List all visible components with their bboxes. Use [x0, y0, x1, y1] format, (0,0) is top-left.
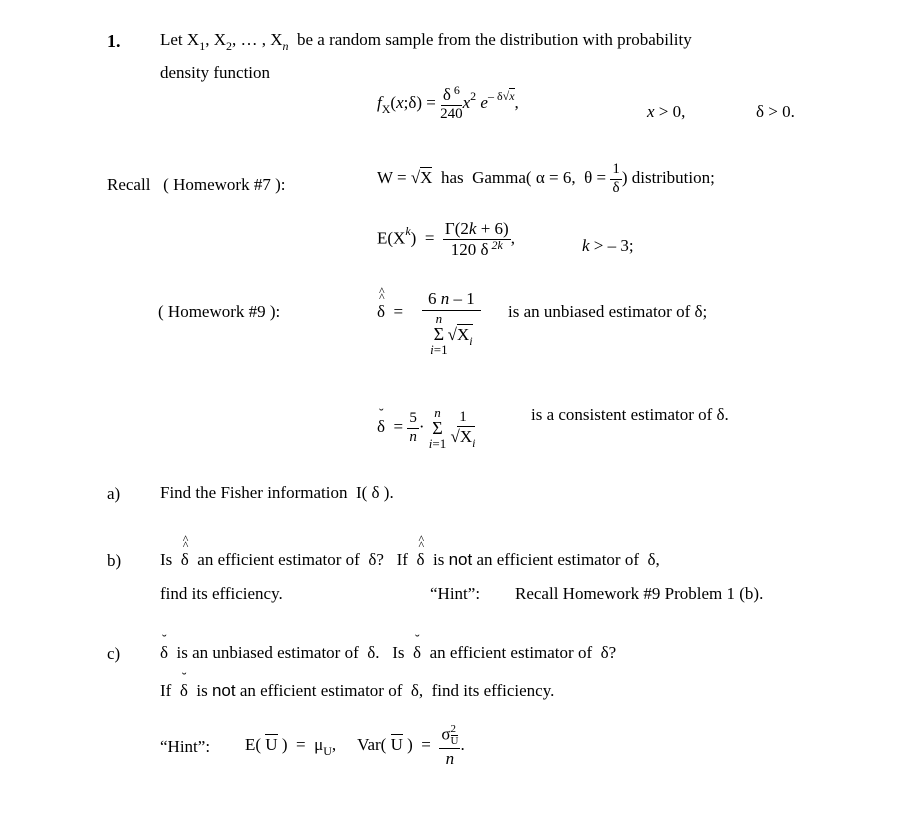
problem-number: 1.: [107, 31, 121, 51]
moment-formula: $E(X^k)$ = $\frac{\Gamma(2k + 6)}{120 \delta ^{2k}}$ ,: [377, 219, 515, 259]
part-b-label: b): [107, 551, 122, 570]
part-a-text: Find the Fisher information I( δ ).: [160, 483, 394, 502]
part-c-label: c): [107, 644, 121, 663]
unbiased-statement: is an unbiased estimator of δ;: [508, 302, 708, 321]
part-c-line-1: ˘ δ is an unbiased estimator of δ. Is ˘ δ an efficient estimator of δ?: [160, 644, 616, 661]
part-c-hint-label: “Hint”:: [160, 737, 211, 756]
consistent-statement: is a consistent estimator of δ.: [531, 405, 729, 424]
part-b-line-1: Is ^ δ ^ an efficient estimator of δ? If ^ δ ^ is not an efficient estimator of δ,: [160, 551, 660, 568]
part-b-hint-text: Recall Homework #9 Problem 1 (b).: [515, 584, 764, 603]
part-b-line-2: find its efficiency.: [160, 584, 283, 603]
pdf-domain-x: x > 0,: [647, 102, 686, 121]
delta-double-hat-symbol: ^ δ ^ =: [377, 303, 403, 320]
pdf-formula: $f_X(x;\delta)$ = $\frac{\delta ^6}{240}$ $x^2$ $e^{- \delta√x}$,: [377, 83, 519, 122]
intro-line-2: density function: [160, 63, 271, 82]
part-c-hint-formula: E( U ) = $\mu_U$, Var( U ) = σ $\frac{2}{U}$ n .: [245, 723, 465, 768]
delta-breve-formula: ˘ δ = $\frac{5}{n}$ · n Σ i=1 $\frac{1}{√X_i}$: [377, 406, 475, 450]
gamma-distribution-statement: W = √X has Gamma( α = 6, θ = $\frac{1}{\delta}$ ) distribution;: [377, 161, 715, 196]
part-c-line-2: If ˘ δ is not an efficient estimator of δ, find its efficiency.: [160, 682, 554, 699]
part-a-label: a): [107, 484, 121, 503]
pdf-domain-delta: δ > 0.: [756, 102, 795, 121]
intro-line-1: Let $X_1$, $X_2$, … , $X_n$ be a random sample from the distribution with probability: [160, 30, 692, 53]
hw9-label: ( Homework #9 ):: [158, 302, 281, 321]
moment-condition: k > – 3;: [582, 236, 634, 255]
part-b-hint-label: “Hint”:: [430, 584, 481, 603]
recall-label: Recall ( Homework #7 ):: [107, 175, 286, 194]
unbiased-estimator-fraction: 6 n – 1 n Σ i=1 $√X_i$: [422, 290, 481, 356]
